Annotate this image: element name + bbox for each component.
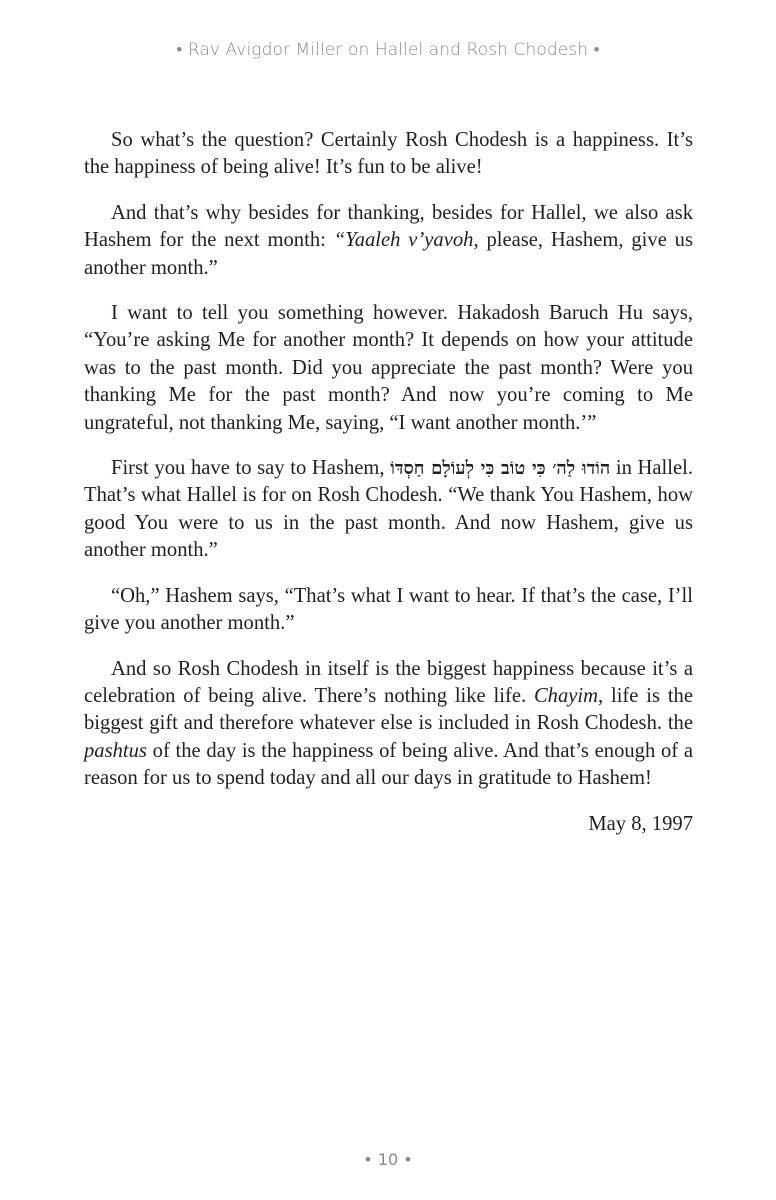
paragraph-4-text-a: First you have to say to Hashem, bbox=[111, 457, 391, 480]
paragraph-6-text-c: of the day is the happiness of being alive. And that’s enough of a reason for us to spend today and all our days in gratitude to Hashem! bbox=[84, 739, 693, 790]
running-head: • Rav Avigdor Miller on Hallel and Rosh Chodesh • bbox=[176, 40, 600, 60]
hebrew-verse: הוֹדוּ לַה׳ כִּי טוֹב כִּי לְעוֹלָם חַסְדּוֹ bbox=[390, 458, 611, 480]
paragraph-6-text-a: And so Rosh Chodesh in itself is the biggest happiness because it’s a celebration of being alive. There’s nothing like life. bbox=[84, 657, 693, 707]
paragraph-5: “Oh,” Hashem says, “That’s what I want to hear. If that’s the case, I’ll give you another month.” bbox=[84, 584, 693, 635]
paragraph-1: So what’s the question? Certainly Rosh Chodesh is a happiness. It’s the happiness of being alive! It’s fun to be alive! bbox=[84, 129, 693, 179]
paragraph-3: I want to tell you something however. Hakadosh Baruch Hu says, “You’re asking Me for another month? It depends on how your attitude was to the past month. Did you appreciate the past month? Were you thanking Me for the past month? And now you’re coming to Me ungrateful, not thanking Me, saying, “I want another month.’” bbox=[84, 302, 693, 434]
chayim-word: Chayim bbox=[533, 684, 599, 707]
paragraph-6-text-b: , life is the biggest gift and therefore whatever else is included in Rosh Chodesh. the bbox=[84, 684, 693, 735]
paragraph-2 bbox=[84, 200, 693, 282]
paragraph-4 bbox=[84, 455, 693, 565]
paragraph-2-text-a: And that’s why besides for thanking, besides for Hallel, we also ask Hashem for the next month: bbox=[84, 201, 693, 252]
pashtus-word: pashtus bbox=[84, 739, 147, 762]
date-line: May 8, 1997 bbox=[588, 812, 693, 835]
body-text bbox=[84, 127, 693, 856]
paragraph-4-text-b: in Hallel. That’s what Hallel is for on Rosh Chodesh. “We thank You Hashem, how good You were to us in the past month. And now Hashem, give us another month.” bbox=[84, 457, 693, 562]
paragraph-6 bbox=[84, 656, 693, 793]
yaaleh-vyavoh-phrase: “Yaaleh v’yavoh bbox=[333, 229, 474, 252]
paragraph-2-text-b: , please, Hashem, give us another month.” bbox=[84, 229, 693, 279]
page-number: • 10 • bbox=[363, 1150, 413, 1169]
